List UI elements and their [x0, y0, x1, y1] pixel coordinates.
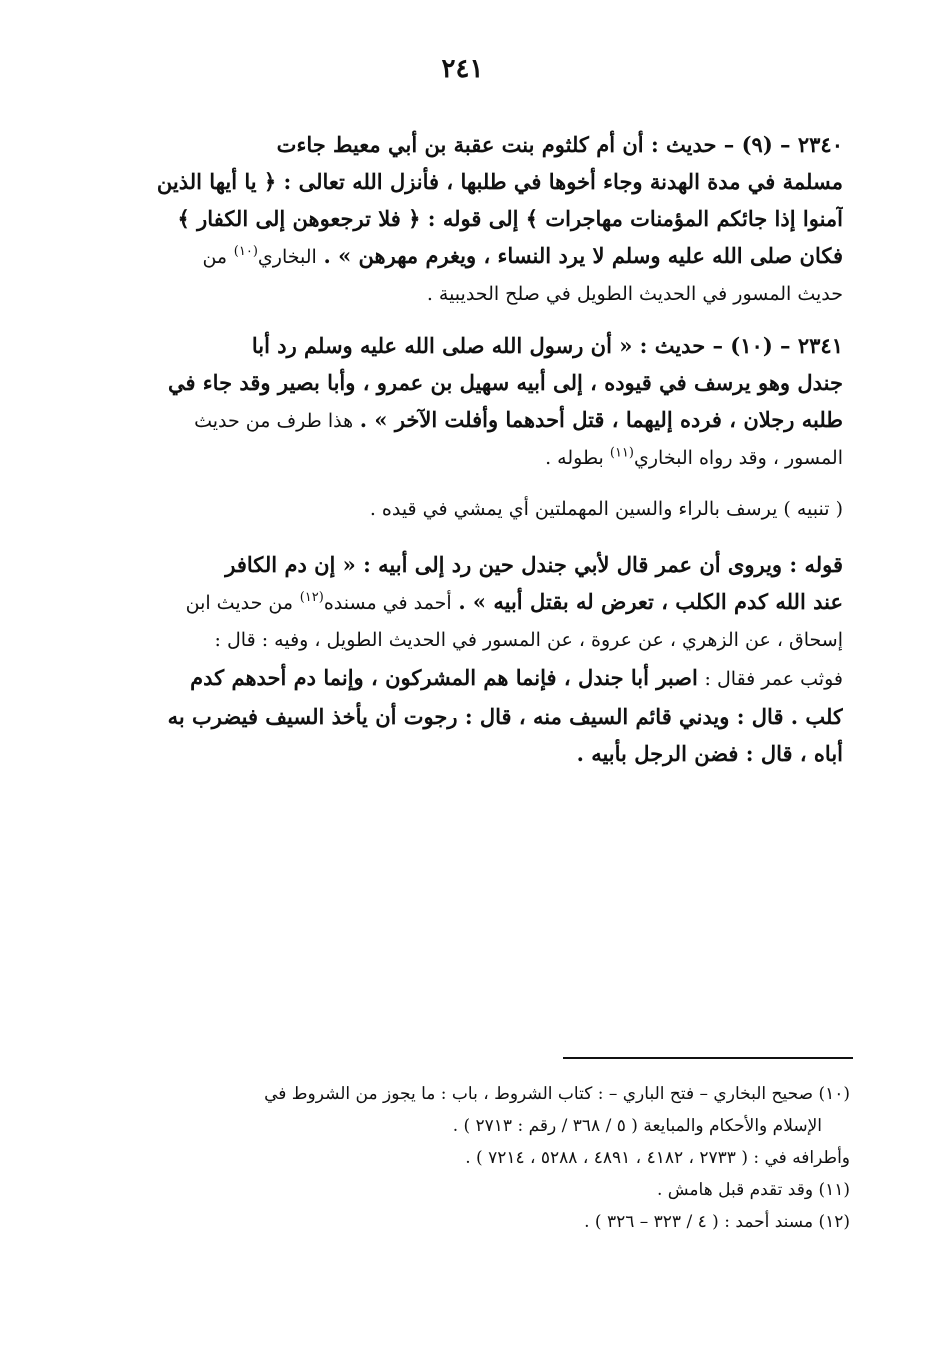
main-text [100, 126, 843, 786]
source-name: البخاري [257, 246, 317, 268]
text-line: ٢٣٤١ – (١٠) – حديث : « أن رسول الله صلى الله عليه وسلم رد أبا [251, 333, 843, 358]
hadith-2340 [100, 126, 843, 313]
text-segment: اصبر أبا جندل ، فإنما هم المشركون ، وإنما دم أحدهم كدم [190, 665, 698, 690]
text-line: إسحاق ، عن الزهري ، عن عروة ، عن المسور في الحديث الطويل ، وفيه : قال : [214, 629, 843, 651]
text-line: حديث المسور في الحديث الطويل في صلح الحديبية . [426, 283, 843, 305]
text-line [100, 659, 843, 698]
page-number: ٢٤١ [441, 54, 484, 84]
text-line: كلب . قال : ويدني قائم السيف منه ، قال : رجوت أن يأخذ السيف فيضرب به [167, 704, 843, 729]
text-line: جندل وهو يرسف في قيوده ، إلى أبيه سهيل بن عمرو ، وأبا بصير وقد جاء في [167, 370, 843, 395]
footnote-10-cont: الإسلام والأحكام والمبايعة ( ٥ / ٣٦٨ / رقم : ٢٧١٣ ) . [452, 1116, 822, 1136]
hadith-2341 [100, 327, 843, 477]
tanbih-note [100, 491, 843, 528]
text-line: آمنوا إذا جائكم المؤمنات مهاجرات ﴾ إلى قوله : ﴿ فلا ترجعوهن إلى الكفار ﴾ [177, 206, 843, 231]
source-name: أحمد في مسنده [323, 592, 452, 614]
footnote-10-cont: وأطرافه في : ( ٢٧٣٣ ، ٤١٨٢ ، ٤٨٩١ ، ٥٢٨٨ ، ٧٢١٤ ) . [465, 1148, 850, 1168]
text-line: ٢٣٤٠ – (٩) – حديث : أن أم كلثوم بنت عقبة بن أبي معيط جاءت [276, 132, 843, 157]
text-segment: بطوله . [545, 447, 604, 469]
footnote-ref: (١٠) [233, 244, 258, 259]
text-line: قوله : ويروى أن عمر قال لأبي جندل حين رد إلى أبيه : « إن دم الكافر [225, 552, 843, 577]
text-segment: طلبه رجلان ، فرده إليهما ، قتل أحدهما وأفلت الآخر » . [359, 407, 843, 432]
text-line [100, 237, 843, 276]
footnote-10: (١٠) صحيح البخاري – فتح الباري – : كتاب الشروط ، باب : ما يجوز من الشروط في [264, 1084, 850, 1104]
footnote-ref: (١٢) [299, 590, 324, 605]
text-line: ( تنبيه ) يرسف بالراء والسين المهملتين أي يمشي في قيده . [369, 498, 843, 520]
text-line [100, 583, 843, 622]
text-line [100, 401, 843, 440]
footnote-separator [563, 1057, 853, 1059]
qawluhu-paragraph [100, 546, 843, 772]
text-line: أباه ، قال : فضن الرجل بأبيه . [576, 741, 843, 766]
text-line [100, 440, 843, 477]
text-segment: من [202, 246, 228, 268]
text-segment: هذا طرف من حديث [194, 410, 354, 432]
footnote-12: (١٢) مسند أحمد : ( ٤ / ٣٢٣ – ٣٢٦ ) . [584, 1212, 850, 1232]
text-segment: عند الله كدم الكلب ، تعرض له بقتل أبيه » . [458, 589, 843, 614]
text-segment: المسور ، وقد رواه البخاري [634, 447, 843, 469]
text-segment: فكان صلى الله عليه وسلم لا يرد النساء ، ويغرم مهرهن » . [323, 243, 843, 268]
text-segment: من حديث ابن [185, 592, 294, 614]
footnotes [100, 1078, 850, 1238]
footnote-ref: (١١) [609, 445, 634, 461]
footnote-11: (١١) وقد تقدم قبل هامش . [656, 1180, 850, 1200]
text-segment: فوثب عمر فقال : [704, 668, 843, 690]
text-line: مسلمة في مدة الهدنة وجاء أخوها في طلبها ، فأنزل الله تعالى : ﴿ يا أيها الذين [156, 169, 843, 194]
